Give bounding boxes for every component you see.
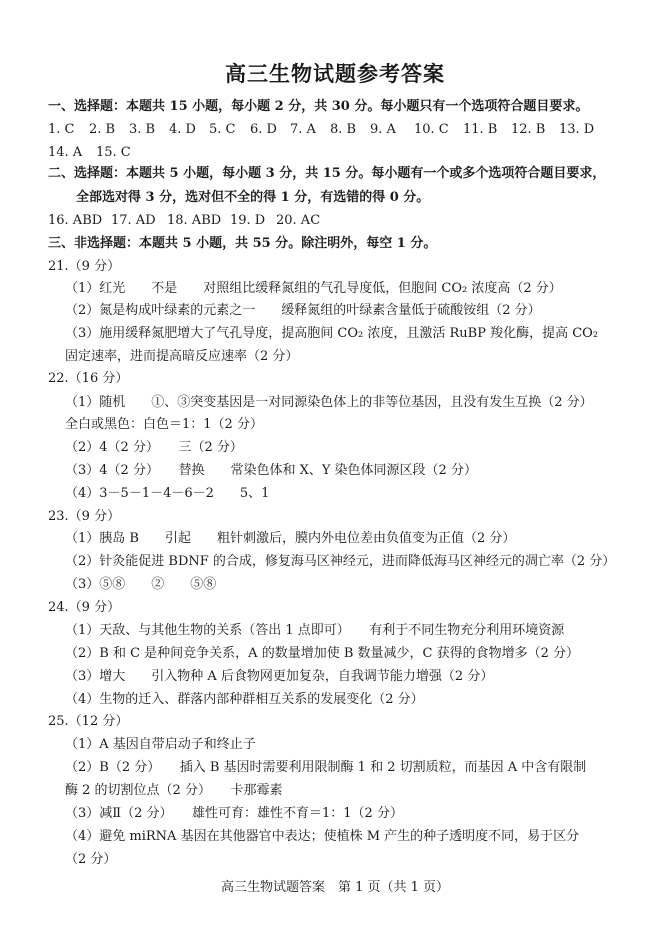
q23-line-3: （3）⑤⑧ ② ⑤⑧ (65, 577, 217, 592)
q21-line-4: 固定速率，进而提高暗反应速率（2 分） (65, 349, 299, 364)
q23-line-2: （2）针灸能促进 BDNF 的合成，修复海马区神经元，进而降低海马区神经元的凋亡率（2 分） (65, 554, 616, 569)
answer-5: 5. C (209, 122, 236, 137)
answer-17: 17. AD (111, 213, 156, 228)
section3-heading: 三、非选择题：本题共 5 小题，共 55 分。除注明外，每空 1 分。 (48, 236, 437, 251)
q25-line-6: （2 分） (65, 852, 117, 867)
answer-9: 9. A (370, 122, 396, 137)
q22-line-3: （2）4（2 分） 三（2 分） (65, 440, 243, 455)
q22-line-2: 全白或黑色：白色＝1：1（2 分） (65, 417, 263, 432)
answer-12: 12. B (511, 122, 546, 137)
q21-line-2: （2）氮是构成叶绿素的元素之一 缓释氮组的叶绿素含量低于硫酸铵组（2 分） (65, 303, 541, 318)
answer-1: 1. C (48, 122, 75, 137)
answer-8: 8. B (330, 122, 357, 137)
section2-heading-line2: 全部选对得 3 分，选对但不全的得 1 分，有选错的得 0 分。 (76, 190, 430, 205)
answer-10: 10. C (414, 122, 449, 137)
mcq-row-1 (48, 122, 594, 138)
mcq-row-2 (48, 145, 131, 161)
answer-13: 13. D (559, 122, 595, 137)
section1-heading: 一、选择题：本题共 15 小题，每小题 2 分，共 30 分。每小题只有一个选项符合题目要求。 (48, 99, 589, 114)
answer-3: 3. B (129, 122, 156, 137)
page-title: 高三生物试题参考答案 (225, 61, 445, 86)
q22-line-4: （3）4（2 分） 替换 常染色体和 X、Y 染色体同源区段（2 分） (65, 463, 477, 478)
q24-line-3: （3）增大 引入物种 A 后食物网更加复杂，自我调节能力增强（2 分） (65, 669, 494, 684)
answer-14: 14. A (48, 145, 83, 160)
q22-line-1: （1）随机 ①、③突变基因是一对同源染色体上的非等位基因，且没有发生互换（2 分） (65, 395, 593, 410)
answer-16: 16. ABD (48, 213, 103, 228)
q24-heading: 24.（9 分） (48, 600, 121, 615)
answer-2: 2. B (89, 122, 116, 137)
answer-6: 6. D (250, 122, 277, 137)
q25-line-3: 酶 2 的切割位点（2 分） 卡那霉素 (65, 783, 283, 798)
q24-line-4: （4）生物的迁入、群落内部种群相互关系的发展变化（2 分） (65, 692, 424, 707)
q25-heading: 25.（12 分） (48, 714, 129, 729)
q23-heading: 23.（9 分） (48, 509, 121, 524)
answer-18: 18. ABD (167, 213, 222, 228)
q25-line-4: （3）减Ⅱ（2 分） 雄性可育：雄性不育＝1：1（2 分） (65, 806, 403, 821)
answer-11: 11. B (463, 122, 498, 137)
q21-line-3: （3）施用缓释氮肥增大了气孔导度，提高胞间 CO₂ 浓度，且激活 RuBP 羧化酶，提高 CO₂ (65, 326, 599, 341)
multi-answer-row (48, 213, 320, 229)
q25-line-2: （2）B（2 分） 插入 B 基因时需要利用限制酶 1 和 2 切割质粒，而基因 A 中含有限制 (65, 760, 587, 775)
q23-line-1: （1）胰岛 B 引起 粗针刺激后，膜内外电位差由负值变为正值（2 分） (65, 531, 516, 546)
answer-20: 20. AC (276, 213, 321, 228)
answer-19: 19. D (230, 213, 266, 228)
q21-line-1: （1）红光 不是 对照组比缓释氮组的气孔导度低，但胞间 CO₂ 浓度高（2 分） (65, 281, 562, 296)
answer-7: 7. A (290, 122, 316, 137)
q22-line-5: （4）3－5－1－4－6－2 5、1 (65, 486, 270, 501)
q24-line-2: （2）B 和 C 是种间竞争关系，A 的数量增加使 B 数量减少，C 获得的食物增多（2 分） (65, 646, 579, 661)
q25-line-5: （4）避免 miRNA 基因在其他器官中表达；使植株 M 产生的种子透明度不同，易于区分 (65, 829, 580, 844)
q24-line-1: （1）天敌、与其他生物的关系（答出 1 点即可） 有利于不同生物充分利用环境资源 (65, 623, 565, 638)
section2-heading-line1: 二、选择题：本题共 5 小题，每小题 3 分，共 15 分。每小题有一个或多个选项符合题目要求， (48, 166, 606, 181)
page-footer: 高三生物试题答案 第 1 页（共 1 页） (220, 880, 450, 895)
q25-line-1: （1）A 基因自带启动子和终止子 (65, 737, 256, 752)
answer-4: 4. D (169, 122, 196, 137)
q21-heading: 21.（9 分） (48, 259, 121, 274)
answer-15: 15. C (96, 145, 131, 160)
q22-heading: 22.（16 分） (48, 371, 129, 386)
